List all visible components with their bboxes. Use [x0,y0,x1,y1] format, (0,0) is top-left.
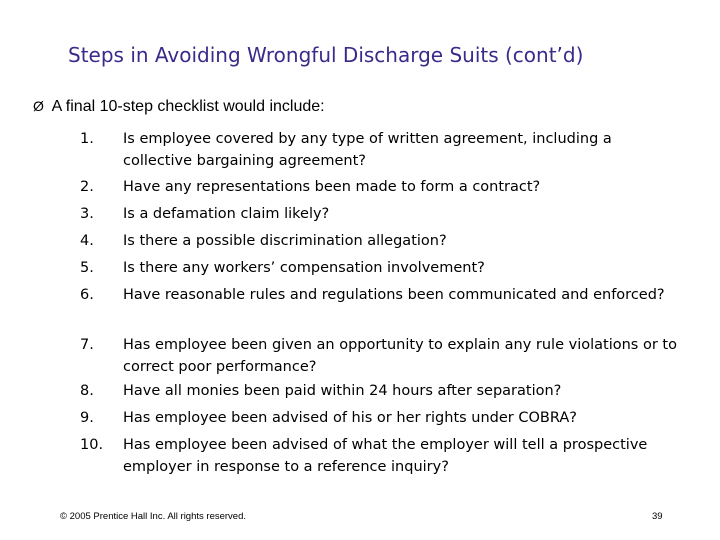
item-number: 4. [80,233,94,249]
page-number: 39 [652,511,663,522]
item-number: 9. [80,410,94,426]
item-number: 8. [80,383,94,399]
item-text: Have reasonable rules and regulations been communicated and enforced? [123,287,665,303]
item-number: 1. [80,131,94,147]
item-number: 3. [80,206,94,222]
item-number: 7. [80,337,94,353]
item-text: Is employee covered by any type of written agreement, including a collective bargaining agreement? [123,131,612,169]
slide-title: Steps in Avoiding Wrongful Discharge Suits (cont’d) [68,43,584,67]
intro-line [33,98,325,116]
item-text: Has employee been advised of what the employer will tell a prospective employer in response to a reference inquiry? [123,437,648,475]
item-text: Has employee been given an opportunity to explain any rule violations or to correct poor performance? [123,337,677,375]
arrow-bullet-icon: Ø [33,98,44,114]
intro-text: A final 10-step checklist would include: [51,98,325,115]
copyright-footer: © 2005 Prentice Hall Inc. All rights reserved. [60,511,247,522]
item-text: Have any representations been made to form a contract? [123,179,541,195]
item-text: Is a defamation claim likely? [123,206,330,222]
item-number: 10. [80,437,104,453]
item-text: Is there any workers’ compensation involvement? [123,260,485,276]
item-number: 6. [80,287,94,303]
item-text: Is there a possible discrimination allegation? [123,233,447,249]
item-number: 2. [80,179,94,195]
item-text: Has employee been advised of his or her rights under COBRA? [123,410,577,426]
item-text: Have all monies been paid within 24 hours after separation? [123,383,562,399]
item-number: 5. [80,260,94,276]
